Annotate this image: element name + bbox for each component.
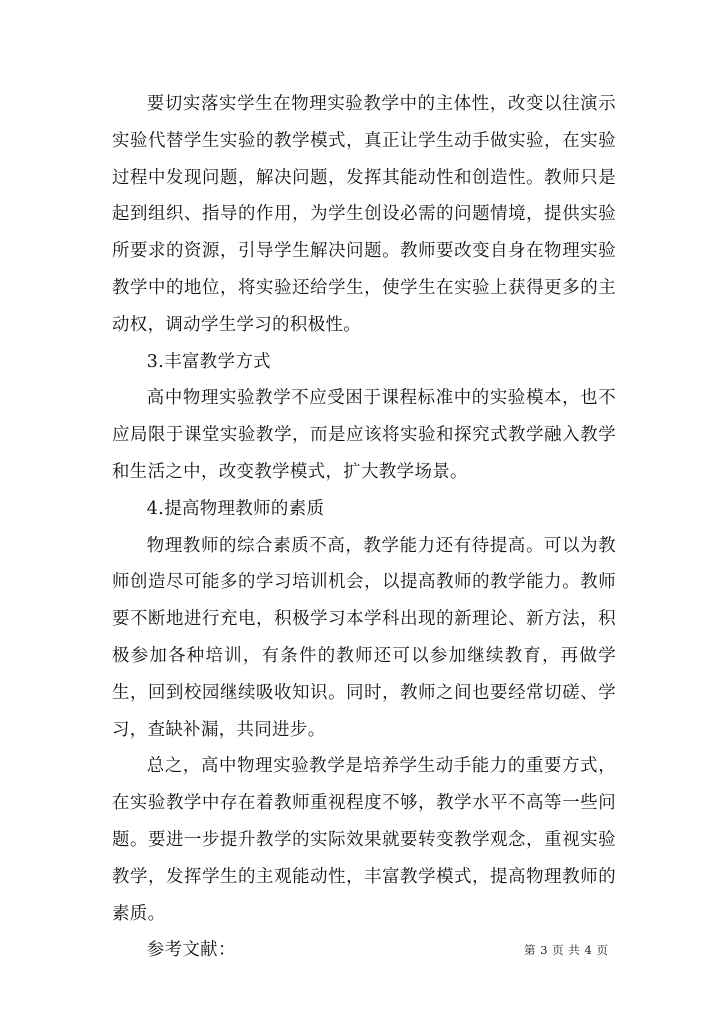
page-current: 3 (540, 943, 548, 957)
document-body (112, 86, 616, 969)
paragraph-teacher-quality: 物理教师的综合素质不高，教学能力还有待提高。可以为教师创造尽可能多的学习培训机会，以提高教师的教学能力。教师要不断地进行充电，积极学习本学科出现的新理论、新方法，积极参加各种培训，有条件的教师还可以参加继续教育，再做学生，回到校园继续吸收知识。同时，教师之间也要经常切磋、学习，查缺补漏，共同进步。 (112, 535, 616, 740)
paragraph-student-subject: 要切实落实学生在物理实验教学中的主体性，改变以往演示实验代替学生实验的教学模式，真正让学生动手做实验，在实验过程中发现问题，解决问题，发挥其能动性和创造性。教师只是起到组织、指导的作用，为学生创设必需的问题情境，提供实验所要求的资源，引导学生解决问题。教师要改变自身在物理实验教学中的地位，将实验还给学生，使学生在实验上获得更多的主动权，调动学生学习的积极性。 (112, 94, 616, 335)
section-heading-4: 4.提高物理教师的素质 (146, 498, 325, 519)
page-label-prefix: 第 (524, 943, 536, 957)
page-number-footer (524, 942, 644, 958)
page-label-suffix: 页 (596, 943, 609, 957)
page-total: 4 (584, 943, 593, 957)
paragraph-teaching-methods: 高中物理实验教学不应受困于课程标准中的实验模本，也不应局限于课堂实验教学，而是应该将实验和探究式教学融入教学和生活之中，改变教学模式，扩大教学场景。 (112, 388, 616, 482)
section-heading-3: 3.丰富教学方式 (146, 351, 271, 372)
references-heading: 参考文献： (146, 940, 236, 961)
paragraph-conclusion: 总之，高中物理实验教学是培养学生动手能力的重要方式，在实验教学中存在着教师重视程度不够，教学水平不高等一些问题。要进一步提升教学的实际效果就要转变教学观念，重视实验教学，发挥学生的主观能动性，丰富教学模式，提高物理教师的素质。 (112, 756, 616, 924)
page-label-mid: 页 共 (552, 943, 581, 957)
